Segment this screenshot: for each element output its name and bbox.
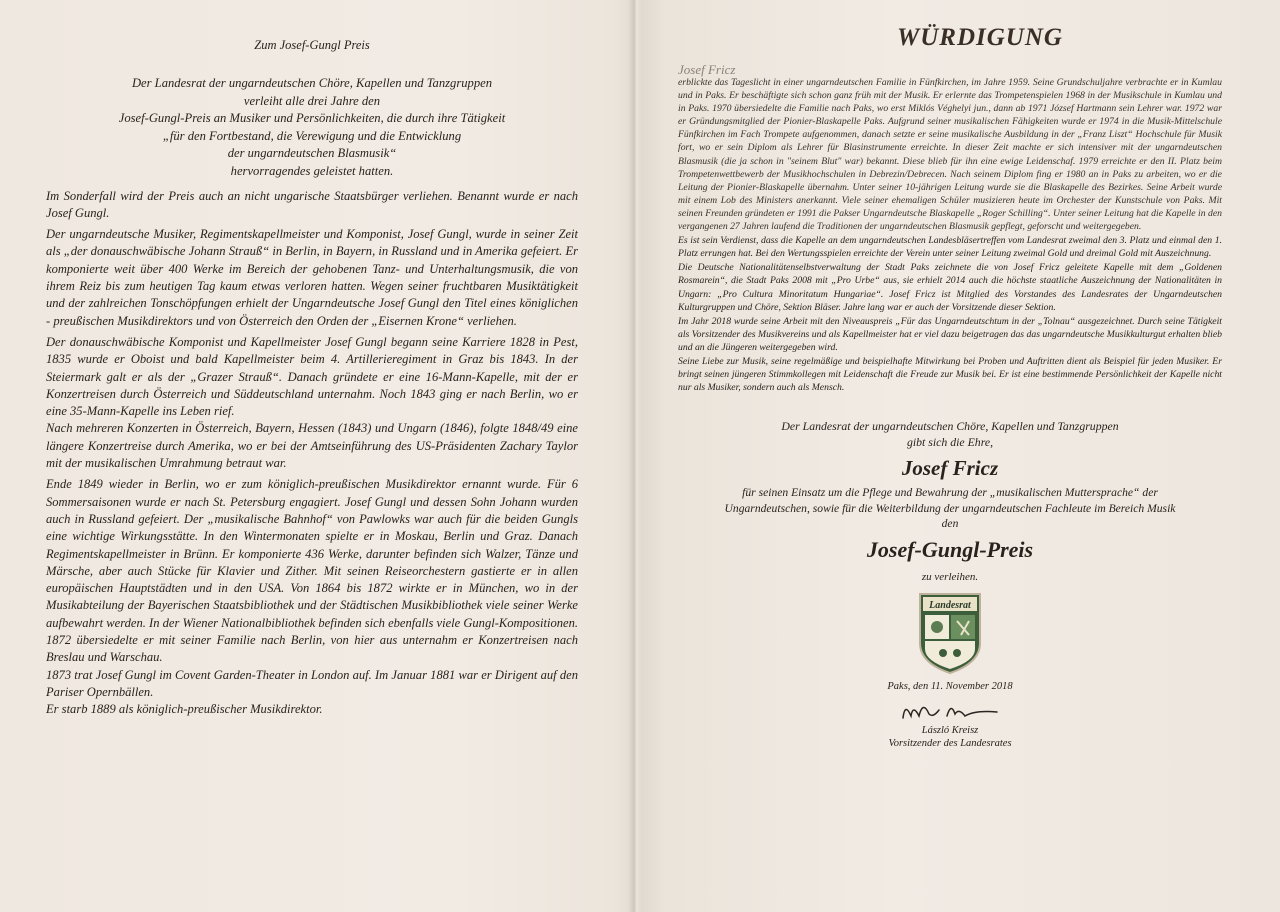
- left-paragraph: 1872 übersiedelte er mit seiner Familie nach Berlin, von hier aus unternahm er Konzertreisen nach Breslau und Warschau.: [46, 632, 578, 665]
- org-line: Der Landesrat der ungarndeutschen Chöre, Kapellen und Tanzgruppen: [781, 419, 1119, 434]
- award-reason: [678, 485, 1222, 531]
- signer-title: Vorsitzender des Landesrates: [888, 738, 1012, 750]
- right-paragraph: erblickte das Tageslicht in einer ungarndeutschen Familie in Fünfkirchen, im Jahre 1959. Seine Grundschuljahre verbrachte er in Kumlau und in Paks. Er beschäftigte sich schon ganz früh mit der Musik. Er erlernte das Trompetenspielen 1968 in der Musikschule in Kumlau und in Paks. 1970 übersiedelte die Familie nach Paks, wo erst Miklós Véghelyi jun., dann ab 1971 József Hartmann sein Lehrer war. 1972 war er Gründungsmitglied der Pionier-Blaskapelle Paks. Aufgrund seiner musikalischen Fähigkeiten wurde er 1974 in die Musik-Mittelschule Fünfkirchen im Fach Trompete aufgenommen, danach setzte er seine musikalische Ausbildung in der „Franz Liszt“ Hochschule für Musik fort, wo er sein Diplom als Lehrer für Blasinstrumente erreichte. In dieser Zeit machte er sich intensiver mit der ungarndeutschen Blasmusik (die ja schon in "seinem Blut" war) bekannt. Diese blieb für ihn eine ewige Leidenschaf. 1979 erreichte er den II. Platz beim Trompetenwettbewerb der Musikhochschulen in Debrezin/Debrecen. Nach seinem Diplom fing er 1980 an in Paks zu arbeiten, wo er die Leitung der Pionier-Blaskapelle übernahm. Unter seiner 10-jährigen Leitung wurde sie die Blaskapelle des Bezirkes. Seine Arbeit wurde mit einem Lob des Ministers anerkannt. Viele seiner ehemaligen Schüler musizieren heute im Orchester der Kunstschule von Paks. Mit seinen Freunden gründeten er 1991 die Pakser Ungarndeutsche Blaskapelle „Roger Schilling“. Unter seiner Leitung hat die Kapelle in den vergangenen 27 Jahren laufend die Traditionen der ungarndeutschen Blasmusik gepflegt, geforscht und weitergegeben.: [678, 77, 1222, 233]
- intro-line: verleiht alle drei Jahre den: [243, 93, 381, 108]
- award-announcement: [678, 418, 1222, 450]
- right-paragraph: Es ist sein Verdienst, dass die Kapelle an dem ungarndeutschen Landesbläsertreffen vom Landesrat zweimal den 3. Platz und einmal den 1. Platz errungen hat. Bei den Wertungsspielen erreichte der Verein unter seiner Leitung zweimal Gold und dreimal Gold mit Auszeichnung.: [678, 235, 1222, 260]
- closing-text: zu verleihen.: [921, 571, 979, 584]
- date-line: Paks, den 11. November 2018: [887, 681, 1013, 693]
- left-paragraph: Ende 1849 wieder in Berlin, wo er zum königlich-preußischen Musikdirektor ernannt wurde. Für 6 Sommersaisonen wurde er nach St. Petersburg engagiert. Josef Gungl und dessen Sohn Johann wurden auch in Russland gefeiert. Der „musikalische Bahnhof“ von Pawlowks war auch für die beiden Gungls eine wichtige Wirkungsstätte. In den Wintermonaten spielte er in Moskau, Berlin und Graz. Danach Regimentskapellmeister in Brünn. Er komponierte 436 Werke, darunter befinden sich Walzer, Tänze und Märsche, aber auch Stücke für Klavier und Zither. Mit seinen Reiseorchestern gastierte er in allen europäischen Hauptstädten und in den USA. Von 1864 bis 1872 wirkte er in München, wo in der Musikabteilung der Bayerischen Staatsbibliothek und der Städtischen Musikbibliothek viele seiner Werke aufbewahrt werden. In der Wiener Nationalbibliothek befinden sich ebenfalls viele Gungl-Kompositionen.: [46, 477, 578, 630]
- intro-line: Josef-Gungl-Preis an Musiker und Persönlichkeiten, die durch ihre Tätigkeit: [118, 111, 506, 126]
- honoree-name-header: Josef Fricz: [678, 62, 736, 77]
- intro-line: der ungarndeutschen Blasmusik“: [227, 146, 397, 161]
- right-paragraph: Im Jahr 2018 wurde seine Arbeit mit den Niveauspreis „Für das Ungarndeutschtum in der „Tolnau“ ausgezeichnet. Durch seine Tätigkeit als Vorsitzender des Musikvereins und als Kapellmeister hat er viel dazu beigetragen das das ungarndeutsche Musikkulturgut erhalten blieb und an die Jüngeren weitergegeben wird.: [678, 315, 1222, 353]
- left-paragraph: Nach mehreren Konzerten in Österreich, Bayern, Hessen (1843) und Ungarn (1846), folgte 1848/49 eine längere Konzertreise durch Amerika, wo er bei der Amtseinführung des US-Präsidenten Zachary Taylor mit der musikalischen Umrahmung betraut war.: [46, 421, 578, 471]
- signer-block: [678, 724, 1222, 750]
- left-paragraph: Er starb 1889 als königlich-preußischer Musikdirektor.: [46, 702, 323, 717]
- left-paragraph: Der donauschwäbische Komponist und Kapellmeister Josef Gungl begann seine Karriere 1828 in Pest, 1835 wurde er Oboist und bald Kapellmeister beim 4. Artillerieregiment in Graz bis 1843. In der Steiermark galt er als der „Grazer Strauß“. Danach gründete er eine 16-Mann-Kapelle, mit der er Konzertreisen durch Österreich und Süddeutschland unternahm. Noch 1843 ging er nach Berlin, wo er eine 35-Mann-Kapelle ins Leben rief.: [46, 334, 578, 419]
- intro-line: „für den Fortbestand, die Verewigung und die Entwicklung: [162, 128, 462, 143]
- org-line: gibt sich die Ehre,: [906, 435, 994, 450]
- crest-label: Landesrat: [929, 600, 971, 612]
- left-heading: Zum Josef-Gungl Preis: [254, 38, 370, 52]
- reason-line: den: [941, 517, 959, 531]
- left-paragraph: Im Sonderfall wird der Preis auch an nicht ungarische Staatsbürger verliehen. Benannt wurde er nach Josef Gungl.: [46, 188, 578, 220]
- intro-line: hervorragendes geleistet hatten.: [230, 163, 394, 178]
- prize-name: Josef-Gungl-Preis: [866, 537, 1034, 563]
- reason-line: für seinen Einsatz um die Pflege und Bewahrung der „musikalischen Muttersprache“ der: [742, 486, 1158, 500]
- signer-name: László Kreisz: [921, 725, 979, 737]
- left-intro: [46, 75, 578, 181]
- signature-icon: [895, 698, 1005, 724]
- reason-line: Ungarndeutschen, sowie für die Weiterbildung der ungarndeutschen Fachleute im Bereich Musik: [724, 501, 1176, 515]
- landesrat-crest-icon: [917, 591, 983, 675]
- page-title: WÜRDIGUNG: [897, 24, 1063, 51]
- intro-line: Der Landesrat der ungarndeutschen Chöre, Kapellen und Tanzgruppen: [131, 76, 493, 90]
- left-paragraph: 1873 trat Josef Gungl im Covent Garden-Theater in London auf. Im Januar 1881 war er Dirigent auf den Pariser Opernbällen.: [46, 667, 578, 699]
- honoree-name: Josef Fricz: [901, 456, 999, 481]
- right-page: [640, 0, 1280, 912]
- right-paragraph: Die Deutsche Nationalitätenselbstverwaltung der Stadt Paks zeichnete die von Josef Fricz geleitete Kapelle mit dem „Goldenen Rosmarein“, die Stadt Paks 2008 mit „Pro Urbe“ aus, sie erhielt 2014 auch die höchste staatliche Auszeichnung der Nationalitäten in Ungarn: „Pro Cultura Minoritatum Hungariae“. Josef Fricz ist Mitglied des Vorstandes des Landesrates der Ungarndeutschen Kulturgruppen und Chöre, Sektion Bläser. Jahre lang war er auch der Vorsitzende dieser Sektion.: [678, 262, 1222, 313]
- left-paragraph: Der ungarndeutsche Musiker, Regimentskapellmeister und Komponist, Josef Gungl, wurde in seiner Zeit als „der donauschwäbische Johann Strauß“ in Berlin, in Bayern, in Russland und in Amerika gefeiert. Er komponierte weit über 400 Werke im Bereich der gehobenen Tanz- und Unterhaltungsmusik, die von ihrem Reiz bis zum heutigen Tag kaum etwas verloren hatten. Wegen seiner fruchtbaren Musiktätigkeit und der zahlreichen Tonschöpfungen erhielt der Ungarndeutsche Josef Gungl den Titel eines königlichen - preußischen Musikdirektors und von Österreich den Orden der „Eisernen Krone“ verliehen.: [46, 227, 578, 328]
- right-paragraph: Seine Liebe zur Musik, seine regelmäßige und beispielhafte Mitwirkung bei Proben und Auftritten dient als Beispiel für jeden Musiker. Er bringt seinen jüngeren Stimmkollegen mit Leidenschaft die Freude zur Musik bei. Er ist eine bestimmende Persönlichkeit der Kapelle nicht nur als Musiker, sondern auch als Mensch.: [678, 355, 1222, 394]
- left-page: [0, 0, 630, 912]
